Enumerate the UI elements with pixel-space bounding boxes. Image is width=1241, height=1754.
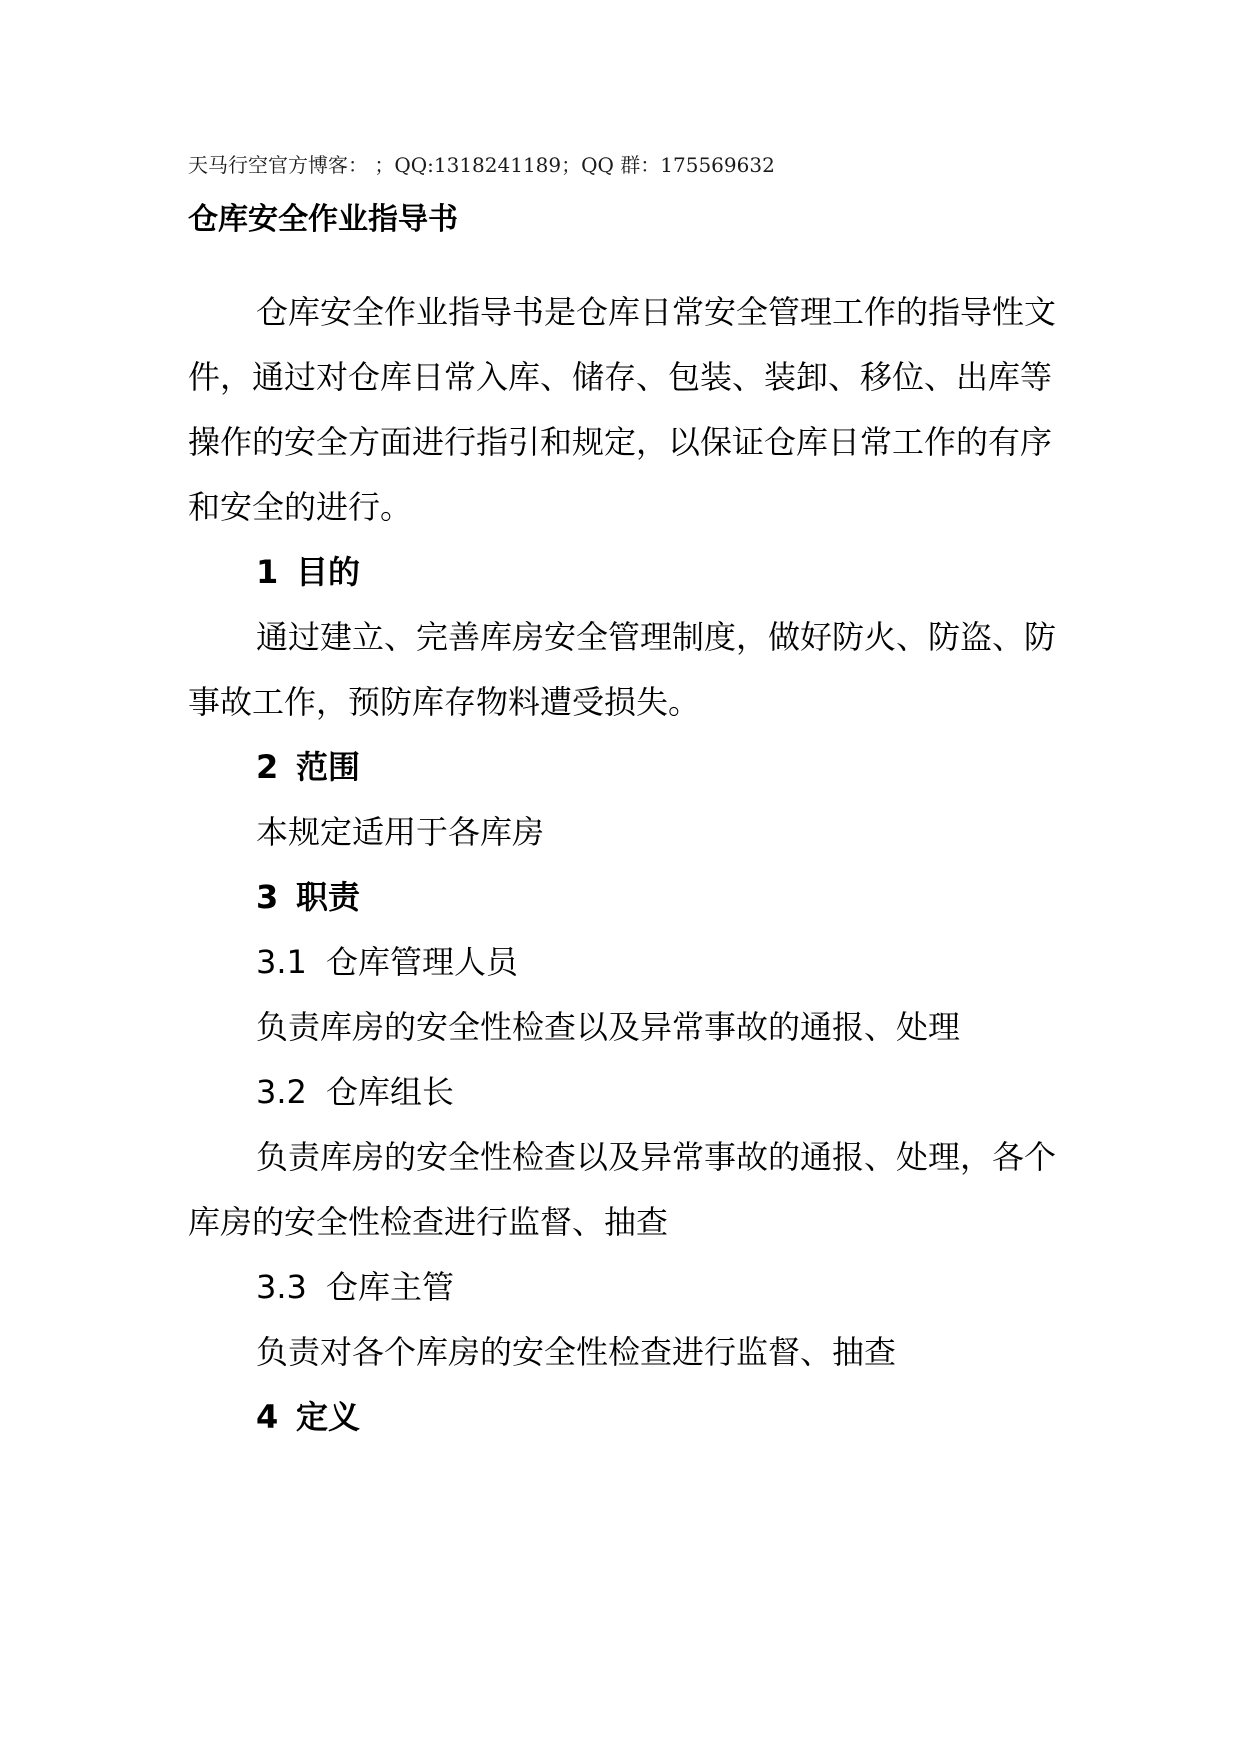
section-text-2: 本规定适用于各库房	[256, 813, 545, 851]
subsection-number: 3.2	[256, 1073, 307, 1111]
header-line: 天马行空官方博客： ；QQ:1318241189；QQ 群：175569632	[188, 153, 775, 177]
subsection-text-3-2: 负责库房的安全性检查以及异常事故的通报、处理，各个库房的安全性检查进行监督、抽查	[188, 1138, 1057, 1241]
section-title: 职责	[296, 878, 361, 916]
subsection-number: 3.1	[256, 943, 307, 981]
document-body	[188, 280, 1068, 1450]
section-heading-4	[188, 1385, 1068, 1450]
section-number: 1	[256, 553, 279, 591]
section-number: 3	[256, 878, 279, 916]
section-title: 目的	[296, 553, 361, 591]
section-heading-1	[188, 540, 1068, 605]
section-number: 2	[256, 748, 279, 786]
section-title: 定义	[296, 1398, 361, 1436]
section-text-1: 通过建立、完善库房安全管理制度，做好防火、防盗、防事故工作，预防库存物料遭受损失。	[188, 618, 1057, 721]
subsection-heading-3-3	[188, 1255, 1068, 1320]
document-title: 仓库安全作业指导书	[188, 202, 458, 237]
subsection-heading-3-1	[188, 930, 1068, 995]
subsection-number: 3.3	[256, 1268, 307, 1306]
subsection-heading-3-2	[188, 1060, 1068, 1125]
subsection-text-3-3: 负责对各个库房的安全性检查进行监督、抽查	[256, 1333, 897, 1371]
section-heading-2	[188, 735, 1068, 800]
section-title: 范围	[296, 748, 361, 786]
section-number: 4	[256, 1398, 279, 1436]
subsection-title: 仓库主管	[326, 1268, 455, 1306]
section-heading-3	[188, 865, 1068, 930]
subsection-title: 仓库管理人员	[326, 943, 519, 981]
subsection-text-3-1: 负责库房的安全性检查以及异常事故的通报、处理	[256, 1008, 961, 1046]
intro-paragraph: 仓库安全作业指导书是仓库日常安全管理工作的指导性文件，通过对仓库日常入库、储存、包装、装卸、移位、出库等操作的安全方面进行指引和规定，以保证仓库日常工作的有序和安全的进行。	[188, 293, 1057, 526]
subsection-title: 仓库组长	[326, 1073, 455, 1111]
